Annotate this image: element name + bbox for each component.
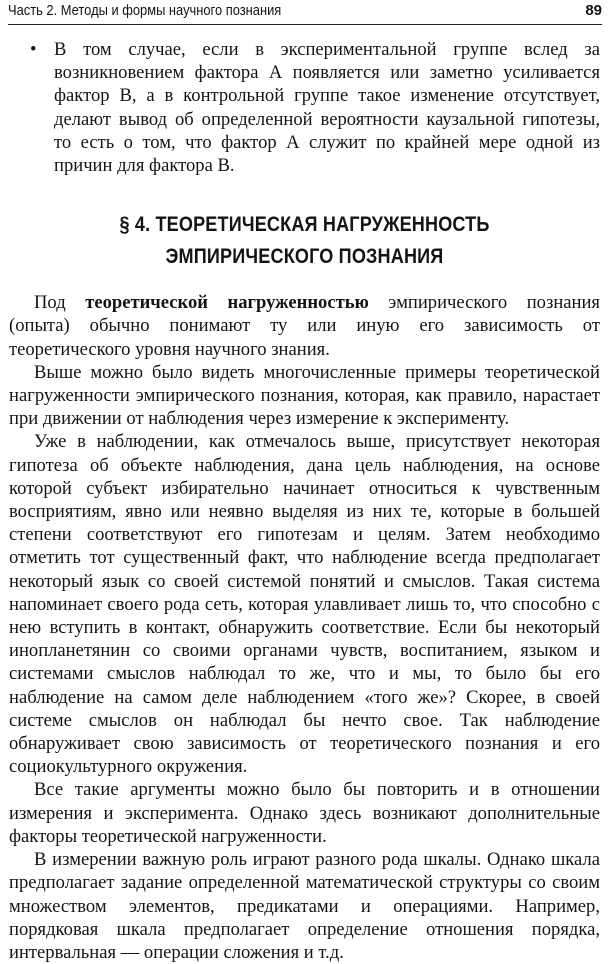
- bullet-item: [9, 38, 600, 177]
- page-number: 89: [585, 2, 602, 19]
- bullet-text: В том случае, если в экспериментальной группе вслед за возникновением фактора А появляется или заметно усиливается фактор В, а в контрольной группе такое изменение отсутствует, делают вывод об определенной вероятности каузальной гипотезы, то есть о том, что фактор А служит по крайней мере одной из причин для фактора В.: [54, 39, 600, 177]
- running-header: [8, 0, 602, 25]
- page-body: [9, 38, 600, 964]
- paragraph-1: [9, 291, 600, 361]
- section-heading: [9, 208, 600, 272]
- paragraph-5: В измерении важную роль играют разного рода шкалы. Однако шкала предполагает задание определенной математической структуры со своим множеством элементов, предикатами и операциями. Например, порядковая шкала предполагает определение отношения порядка, интервальная — операции сложения и т.д.: [9, 849, 600, 963]
- bullet-marker: •: [30, 39, 37, 60]
- paragraph-1-lead: Под: [34, 292, 86, 314]
- chapter-title: Часть 2. Методы и формы научного познания: [8, 2, 282, 19]
- paragraph-3: Уже в наблюдении, как отмечалось выше, присутствует некоторая гипотеза об объекте наблюдения, дана цель наблюдения, на основе которой субъект избирательно начинает относиться к чувственным восприятиям, явно или неявно выделяя из них те, которые в большей степени соответствуют его гипотезам и целям. Затем необходимо отметить тот существенный факт, что наблюдение всегда предполагает некоторый язык со своей системой понятий и смыслов. Такая система напоминает своего рода сеть, которая улавливает лишь то, что способно с нею вступить в контакт, обнаружить соответствие. Если бы некоторый инопланетянин со своими органами чувств, воспитанием, языком и системами смыслов наблюдал то же, что и мы, то было бы его наблюдение на самом деле наблюдением «того же»? Скорее, в своей системе смыслов он наблюдал бы нечто свое. Так наблюдение обнаруживает свою зависимость от теоретического познания и его социокультурного окружения.: [9, 431, 600, 778]
- term-theoretical-loading: теоретической нагруженностью: [85, 292, 369, 314]
- paragraph-4: Все такие аргументы можно было бы повторить и в отношении измерения и эксперимента. Однако здесь возникают дополнительные факторы теоретической нагруженности.: [9, 779, 600, 847]
- section-heading-line-1: § 4. ТЕОРЕТИЧЕСКАЯ НАГРУЖЕННОСТЬ: [119, 212, 490, 237]
- paragraph-2: Выше можно было видеть многочисленные примеры теоретической нагруженности эмпирического познания, которая, как правило, нарастает при движении от наблюдения через измерение к эксперименту.: [9, 361, 600, 430]
- section-heading-line-2: ЭМПИРИЧЕСКОГО ПОЗНАНИЯ: [165, 244, 444, 269]
- paragraph-1-rest: эмпирического познания (опыта) обычно понимают ту или иную его зависимость от теоретического уровня научного знания.: [9, 292, 600, 360]
